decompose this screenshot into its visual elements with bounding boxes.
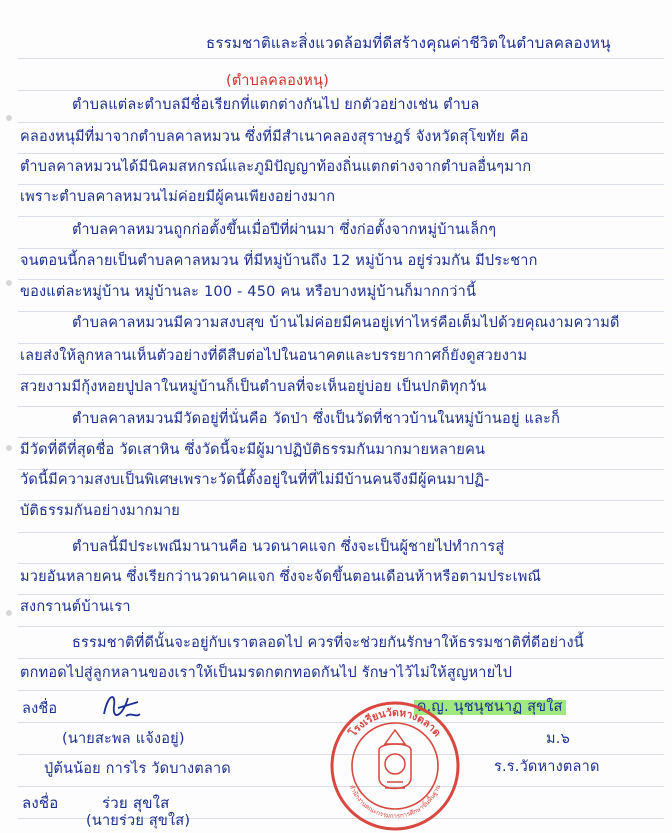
ruled-line	[18, 469, 664, 470]
body-line: ตำบลแต่ละตำบลมีชื่อเรียกที่แตกต่างกันไป ยกตัวอย่างเช่น ตำบล	[72, 97, 480, 113]
body-line: ตำบลคาลหมวนมีวัดอยู่ที่นั่นคือ วัดป่า ซึ่งเป็นวัดที่ชาวบ้านในหมู่บ้านอยู่ และก็	[72, 411, 561, 427]
ruled-line	[18, 153, 664, 154]
ruled-line	[18, 184, 664, 185]
student-school: ร.ร.วัดหางตลาด	[494, 759, 600, 775]
body-line: สวยงามมีกุ้งหอยปูปลาในหมู่บ้านก็เป็นตำบลที่จะเห็นอยู่บ่อย เป็นปกติทุกวัน	[20, 379, 487, 395]
body-line: จนตอนนี้กลายเป็นตำบลคาลหมวน ที่มีหมู่บ้านถึง 12 หมู่บ้าน อยู่ร่วมกัน มีประชาก	[20, 253, 538, 269]
binder-holes	[6, 0, 16, 833]
ruled-line	[18, 279, 664, 280]
svg-text:สำนักงานคณะกรรมการการศึกษาขั้น: สำนักงานคณะกรรมการการศึกษาขั้นพื้นฐาน	[347, 783, 443, 821]
ruled-line	[18, 594, 664, 595]
ruled-line	[18, 500, 664, 501]
body-line: มีวัดที่ดีที่สุดชื่อ วัดเสาหิน ซึ่งวัดนี้จะมีผู้มาปฏิบัติธรรมกันมากมายหลายคน	[20, 442, 486, 458]
ruled-line	[18, 90, 664, 91]
school-seal-stamp	[329, 700, 461, 832]
ruled-line	[18, 563, 664, 564]
ruled-line	[18, 216, 664, 217]
signer-a-name: (นายสะพล แจ้งอยู่)	[62, 731, 185, 747]
signature-label: ลงชื่อ	[22, 701, 58, 717]
ruled-line	[18, 248, 664, 249]
ruled-line	[18, 343, 664, 344]
ruled-line	[18, 437, 664, 438]
subheading-text: (ตำบลคลองหนุ)	[226, 73, 330, 89]
subheading	[226, 74, 329, 89]
body-line: สงกรานต์บ้านเรา	[20, 599, 131, 615]
signature-label: ลงชื่อ	[22, 794, 59, 812]
ruled-line	[18, 406, 664, 407]
ruled-line	[18, 311, 664, 312]
body-line: ตำบลนี้มีประเพณีมานานคือ นวดนาคแจก ซึ่งจะเป็นผู้ชายไปทำการสู่	[72, 539, 505, 555]
body-line: บัติธรรมกันอย่างมากมาย	[20, 503, 180, 519]
body-line: ตำบลคาลหมวนได้มีนิคมสหกรณ์และภูมิปัญญาท้องถิ่นแตกต่างจากตำบลอื่นๆมาก	[20, 159, 532, 175]
svg-text:โรงเรียนวัดหางตลาด: โรงเรียนวัดหางตลาด	[346, 706, 444, 740]
ruled-line	[18, 374, 664, 375]
body-line: เลยส่งให้ลูกหลานเห็นตัวอย่างที่ดีสืบต่อไปในอนาคตและบรรยากาศก็ยังดูสวยงาม	[20, 348, 528, 364]
body-line: ธรรมชาติที่ดีนั้นจะอยู่กับเราตลอดไป ควรที่จะช่วยกันรักษาให้ธรรมชาติที่ดีอย่างนี้	[72, 635, 584, 651]
signer-b-name: (นายร่วย สุขใส)	[86, 813, 191, 829]
ruled-line	[18, 658, 664, 659]
body-line: ตำบลคาลหมวนมีความสงบสุข บ้านไม่ค่อยมีคนอยู่เท่าไหร่คือเต็มไปด้วยคุณงามความดี	[72, 315, 620, 331]
body-line: วัดนี้มีความสงบเป็นพิเศษเพราะวัดนี้ตั้งอยู่ในที่ที่ไม่มีบ้านคนจึงมีผู้คนมาปฏิ-	[20, 472, 490, 488]
body-line: มวยอันหลายคน ซึ่งเรียกว่านวดนาคแจก ซึ่งจะจัดขึ้นตอนเดือนห้าหรือตามประเพณี	[20, 569, 542, 585]
ruled-line	[18, 58, 664, 59]
document-title: ธรรมชาติและสิ่งแวดล้อมที่ดีสร้างคุณค่าชีวิตในตำบลคลองหนุ	[206, 34, 611, 52]
body-line: เพราะตำบลคาลหมวนไม่ค่อยมีผู้คนเพียงอย่างมาก	[20, 189, 336, 205]
signature-scribble-icon	[98, 688, 144, 726]
ruled-line	[18, 626, 664, 627]
student-name-highlighted: ด.ญ. นุชนุชนาฏ สุขใส	[414, 700, 566, 715]
binder-hole	[6, 610, 12, 616]
signer-b-written-name: ร่วย สุขใส	[102, 794, 170, 812]
binder-hole	[6, 115, 12, 121]
ruled-line	[18, 122, 664, 123]
body-line: ตกทอดไปสู่ลูกหลานของเราให้เป็นมรดกตกทอดกันไป รักษาไว้ไม่ให้สูญหายไป	[20, 665, 513, 681]
binder-hole	[6, 280, 12, 286]
signer-a-title: ปู่ต้นน้อย การไร วัดบางตลาด	[44, 761, 231, 777]
body-line: ของแต่ละหมู่บ้าน หมู่บ้านละ 100 - 450 คน หรือบางหมู่บ้านก็มากกว่านี้	[20, 284, 477, 300]
binder-hole	[6, 445, 12, 451]
body-line: ตำบลคาลหมวนถูกก่อตั้งขึ้นเมื่อปีที่ผ่านมา ซึ่งก่อตั้งจากหมู่บ้านเล็กๆ	[72, 222, 497, 238]
student-class: ม.๖	[546, 731, 570, 747]
body-line: คลองหนุมีที่มาจากตำบลคาลหมวน ซึ่งที่มีสำเนาคลองสุราษฎร์ จังหวัดสุโขทัย คือ	[20, 129, 529, 145]
ruled-line	[18, 532, 664, 533]
